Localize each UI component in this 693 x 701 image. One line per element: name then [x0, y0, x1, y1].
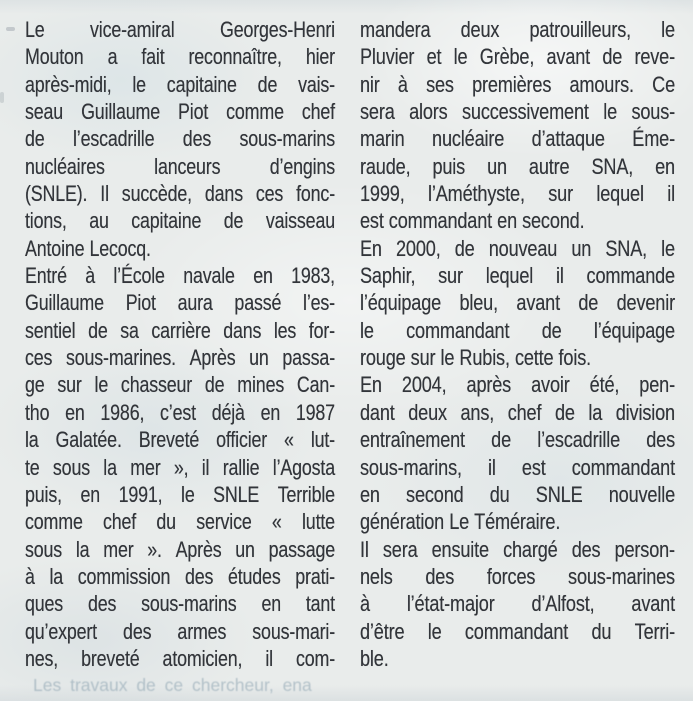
word: chef — [103, 509, 137, 535]
word: 1987 — [295, 399, 335, 425]
word: d’attaque — [531, 126, 605, 152]
word: en — [261, 591, 281, 617]
word: à — [85, 263, 96, 289]
word: nels — [360, 563, 393, 589]
word: capitaine — [131, 208, 202, 234]
article-text-line — [360, 618, 675, 645]
word: en — [80, 481, 101, 507]
article-text-line — [25, 508, 335, 535]
word: sentiel — [25, 317, 76, 343]
article-text-line — [360, 16, 675, 43]
word: lanceurs — [154, 153, 221, 179]
word: fait — [141, 44, 165, 70]
word: le — [440, 345, 455, 371]
word: navale — [183, 263, 235, 289]
word: Ce — [652, 71, 675, 97]
word: Mouton — [25, 44, 84, 70]
word: mer — [130, 454, 161, 480]
word: En — [360, 372, 382, 398]
article-text-line — [360, 536, 675, 563]
word: Can- — [296, 372, 335, 398]
word: d’engins — [269, 153, 335, 179]
word: (SNLE). — [25, 181, 88, 207]
word: d’Alfost, — [531, 591, 595, 617]
word: ques — [25, 591, 64, 617]
article-text-line — [25, 98, 335, 125]
word: en — [655, 153, 675, 179]
word: Guillaume — [81, 99, 161, 125]
word: est — [360, 208, 384, 234]
word: 2004, — [401, 372, 447, 398]
word: l’escadrille — [537, 427, 620, 453]
word: commandant — [388, 208, 493, 234]
word: mines — [237, 372, 285, 398]
article-text-line — [360, 563, 675, 590]
word: à — [360, 591, 370, 617]
word: 1983, — [291, 263, 335, 289]
word: Téméraire. — [474, 509, 561, 535]
word: armes — [177, 618, 227, 644]
article-text-line — [25, 399, 335, 426]
word: l’Améthyste, — [428, 181, 525, 207]
word: sa — [120, 317, 139, 343]
word: déjà — [211, 399, 245, 425]
word: de — [602, 44, 623, 70]
word: Galatée. — [55, 427, 122, 453]
word: l’équipage — [593, 317, 675, 343]
word: les — [273, 317, 297, 343]
word: l’état-major — [406, 591, 495, 617]
word: l’es- — [303, 290, 335, 316]
word: Antoine — [25, 235, 85, 261]
article-text-line — [25, 317, 335, 344]
scan-artifact — [0, 92, 4, 103]
article-text-line — [360, 344, 675, 371]
word: deux — [460, 17, 500, 42]
word: sera — [360, 99, 395, 125]
word: le — [603, 99, 618, 125]
word: vice-amiral — [90, 17, 175, 42]
word: de — [578, 290, 599, 316]
word: division — [615, 399, 675, 425]
word: des — [123, 618, 152, 644]
word: sous-marins — [239, 126, 335, 152]
word: génération — [360, 509, 445, 535]
word: tions, — [25, 208, 67, 234]
word: de — [88, 317, 108, 343]
word: le — [427, 618, 442, 644]
word: ge — [25, 372, 45, 398]
word: des — [87, 591, 117, 617]
word: le — [132, 71, 146, 97]
article-text-line — [360, 590, 675, 617]
word: commandant — [571, 454, 675, 480]
word: tant — [305, 591, 335, 617]
word: de — [541, 317, 562, 343]
word: puis — [432, 153, 466, 179]
word: Il — [360, 536, 369, 562]
word: 2000, — [396, 235, 441, 261]
word: passé — [234, 290, 282, 316]
word: été, — [589, 372, 620, 398]
word: et — [426, 44, 442, 70]
word: fonc- — [296, 181, 335, 207]
word: avant — [516, 290, 560, 316]
word: En — [360, 235, 382, 261]
word: en — [65, 399, 85, 425]
article-text-line — [360, 153, 675, 180]
article-text-line — [360, 235, 675, 262]
word: un — [571, 235, 592, 261]
word: le — [94, 372, 109, 398]
word: nouveau — [488, 235, 558, 261]
word: Rubis, — [459, 345, 510, 371]
word: nucléaire — [432, 126, 505, 152]
word: le — [453, 44, 468, 70]
word: 1986, — [100, 399, 145, 425]
article-text-line — [25, 536, 335, 563]
word: ses — [426, 71, 454, 97]
word: la — [25, 427, 39, 453]
word: Grèbe, — [479, 44, 535, 70]
word: de — [491, 427, 512, 453]
article-text-line — [25, 43, 335, 70]
word: Après — [175, 536, 222, 562]
word: ces — [25, 345, 53, 371]
article-text-line — [360, 262, 675, 289]
word: Après — [189, 345, 236, 371]
word: du — [489, 481, 510, 507]
word: hier — [305, 44, 335, 70]
word: de — [25, 126, 45, 152]
word: après-midi, — [25, 71, 112, 97]
article-text-line — [25, 563, 335, 590]
word: sur — [410, 345, 436, 371]
word: passa- — [282, 345, 335, 371]
word: sous- — [631, 99, 675, 125]
article-text-line — [25, 426, 335, 453]
word: sous-marines. — [65, 345, 176, 371]
word: carrière — [151, 317, 211, 343]
article-column-left — [25, 16, 335, 672]
word: mer — [103, 536, 134, 562]
word: nir — [360, 71, 380, 97]
scan-artifact — [6, 27, 15, 31]
word: il — [667, 181, 675, 207]
word: ensuite — [431, 536, 489, 562]
article-text-line — [25, 454, 335, 481]
article-text-line — [360, 645, 675, 672]
word: lut- — [310, 427, 335, 453]
word: person- — [614, 536, 675, 562]
word: à — [25, 563, 35, 589]
word: sous — [52, 454, 90, 480]
article-text-line — [360, 289, 675, 316]
word: comme — [25, 509, 83, 535]
word: en — [253, 263, 273, 289]
word: Piot — [178, 99, 209, 125]
word: nouvelle — [608, 481, 675, 507]
word: de — [223, 208, 244, 234]
word: commission — [77, 563, 171, 589]
word: avant — [546, 44, 591, 70]
word: des — [182, 126, 212, 152]
word: du — [591, 618, 612, 644]
word: passage — [268, 536, 335, 562]
word: rouge — [360, 345, 406, 371]
word: Guillaume — [25, 290, 104, 316]
word: de — [257, 71, 278, 97]
word: sous-mari- — [252, 618, 335, 644]
word: SNLE — [535, 481, 583, 507]
article-text-line — [360, 508, 675, 535]
word: devenir — [616, 290, 675, 316]
word: nucléaires — [25, 153, 105, 179]
word: officier — [216, 427, 268, 453]
word: sous — [25, 536, 63, 562]
article-text-line — [360, 454, 675, 481]
word: l’escadrille — [72, 126, 155, 152]
word: « — [271, 509, 282, 535]
word: autre — [528, 153, 570, 179]
article-column-right — [360, 16, 675, 672]
word: il — [555, 263, 564, 289]
article-text-line — [25, 344, 335, 371]
word: deux — [408, 399, 447, 425]
article-text-line — [360, 125, 675, 152]
word: dant — [360, 399, 395, 425]
word: lequel — [596, 181, 644, 207]
word: est — [521, 454, 546, 480]
word: la — [75, 536, 90, 562]
word: vais- — [298, 71, 335, 97]
word: forces — [486, 563, 536, 589]
word: « — [284, 427, 294, 453]
word: Le — [449, 509, 470, 535]
word: successivement — [462, 99, 589, 125]
article-text-line — [25, 371, 335, 398]
word: seau — [25, 99, 64, 125]
article-text-line — [360, 207, 675, 234]
word: avoir — [531, 372, 570, 398]
word: patrouilleurs, — [529, 17, 632, 42]
word: un — [487, 153, 507, 179]
word: du — [156, 509, 176, 535]
word: sous-marines — [568, 563, 675, 589]
word: rallie — [222, 454, 260, 480]
word: for- — [308, 317, 335, 343]
word: Breveté — [138, 427, 200, 453]
word: après — [466, 372, 512, 398]
article-text-line — [25, 618, 335, 645]
word: nes, — [25, 645, 59, 671]
word: vaisseau — [265, 208, 335, 234]
word: le — [181, 481, 195, 507]
article-text-line — [360, 98, 675, 125]
article-text-line — [25, 481, 335, 508]
article-text-line — [25, 590, 335, 617]
word: Pluvier — [360, 44, 415, 70]
article-text-line — [25, 125, 335, 152]
word: fois. — [558, 345, 592, 371]
word: au — [89, 208, 109, 234]
word: Terrible — [277, 481, 335, 507]
word: second — [406, 481, 464, 507]
word: aura — [177, 290, 213, 316]
word: Saphir, — [360, 263, 416, 289]
article-text-line — [25, 645, 335, 672]
word: bleu, — [459, 290, 498, 316]
word: d’être — [360, 618, 405, 644]
word: tho — [25, 399, 50, 425]
word: reve- — [634, 44, 675, 70]
word: l’École — [113, 263, 165, 289]
word: en — [497, 208, 517, 234]
word: chef — [507, 399, 542, 425]
word: comme — [226, 99, 284, 125]
word: le — [661, 235, 675, 261]
article-text-line — [25, 289, 335, 316]
word: chasseur — [120, 372, 193, 398]
word: qu’expert — [25, 618, 97, 644]
article-text-line — [360, 426, 675, 453]
word: Terri- — [634, 618, 675, 644]
word: ble. — [360, 645, 389, 671]
word: alors — [409, 99, 448, 125]
word: commandant — [464, 618, 569, 644]
article-text-line — [25, 153, 335, 180]
word: lequel — [485, 263, 534, 289]
word: dans — [223, 317, 262, 343]
article-text-line — [25, 207, 335, 234]
article-text-line — [25, 16, 335, 43]
word: en — [360, 481, 380, 507]
article-text-line — [360, 180, 675, 207]
word: premières — [472, 71, 552, 97]
word: études — [227, 563, 281, 589]
word: chargé — [503, 536, 558, 562]
word: SNA, — [591, 153, 634, 179]
article-text-line — [360, 43, 675, 70]
word: il — [488, 454, 496, 480]
word: l’équipage — [360, 290, 442, 316]
word: ans, — [460, 399, 495, 425]
article-text-line — [25, 71, 335, 98]
word: Éme- — [632, 126, 675, 152]
word: service — [196, 509, 252, 535]
word: sur — [438, 263, 463, 289]
word: commandant — [406, 317, 510, 343]
word: des — [571, 536, 601, 562]
word: lutte — [302, 509, 335, 535]
article-text-line — [360, 371, 675, 398]
word: des — [425, 563, 455, 589]
word: sous-marins, — [360, 454, 462, 480]
word: sur — [548, 181, 573, 207]
word: prati- — [295, 563, 335, 589]
word: breveté — [81, 645, 140, 671]
word: marin — [360, 126, 405, 152]
word: 1999, — [360, 181, 405, 207]
word: entraînement — [360, 427, 465, 453]
word: c’est — [160, 399, 196, 425]
word: la — [103, 454, 117, 480]
article-text-line — [360, 399, 675, 426]
word: SNLE — [213, 481, 260, 507]
word: commande — [586, 263, 675, 289]
word: un — [249, 345, 269, 371]
word: la — [49, 563, 64, 589]
word: second. — [522, 208, 585, 234]
word: Piot — [125, 290, 156, 316]
word: Le — [25, 17, 45, 42]
word: cette — [514, 345, 554, 371]
word: avant — [631, 591, 675, 617]
word: à — [397, 71, 408, 97]
word: ». — [147, 536, 162, 562]
word: de — [204, 372, 225, 398]
word: 1991, — [118, 481, 163, 507]
word: te — [25, 454, 40, 480]
word: ces — [255, 181, 284, 207]
word: Entré — [25, 263, 67, 289]
word: a — [107, 44, 118, 70]
word: sous-marins — [141, 591, 237, 617]
word: de — [454, 235, 475, 261]
word: Lecocq. — [89, 235, 151, 261]
word: », — [173, 454, 189, 480]
word: un — [235, 536, 255, 562]
article-text-line — [360, 481, 675, 508]
word: il — [201, 454, 210, 480]
word: Georges-Henri — [220, 17, 335, 42]
word: puis, — [25, 481, 62, 507]
article-text-line — [360, 71, 675, 98]
word: de — [554, 399, 575, 425]
word: il — [265, 645, 273, 671]
word: le — [661, 17, 675, 42]
word: pen- — [639, 372, 675, 398]
word: com- — [295, 645, 335, 671]
word: amours. — [569, 71, 634, 97]
word: la — [588, 399, 603, 425]
word: capitaine — [166, 71, 237, 97]
word: sur — [57, 372, 82, 398]
word: le — [360, 317, 374, 343]
word: reconnaître, — [188, 44, 282, 70]
word: en — [260, 399, 281, 425]
article-text-line — [25, 235, 335, 262]
article-text-line — [360, 317, 675, 344]
word: Il — [100, 181, 109, 207]
word: atomicien, — [162, 645, 243, 671]
word: des — [184, 563, 214, 589]
article-text-line — [25, 180, 335, 207]
word: mandera — [360, 17, 431, 42]
word: des — [646, 427, 675, 453]
word: SNA, — [605, 235, 648, 261]
word: chef — [301, 99, 335, 125]
article-text-line — [25, 262, 335, 289]
word: succède, — [121, 181, 192, 207]
word: sera — [382, 536, 418, 562]
word: l’Agosta — [272, 454, 335, 480]
word: raude, — [360, 153, 411, 179]
word: dans — [204, 181, 243, 207]
bleedthrough-text: Les travaux de ce chercheur, ena — [33, 675, 312, 695]
